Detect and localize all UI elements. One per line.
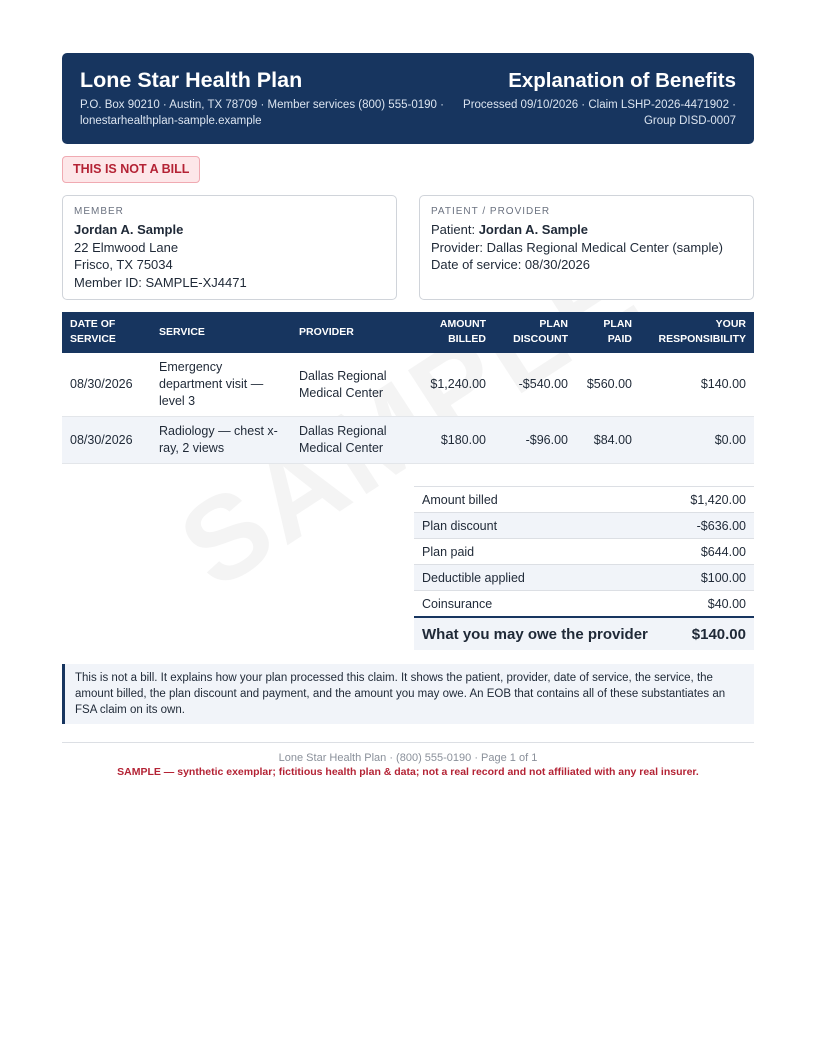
amount-owed-label: What you may owe the provider xyxy=(414,617,676,650)
row-responsibility: $140.00 xyxy=(640,353,754,417)
summary-label: Plan paid xyxy=(414,539,676,565)
patient-line: Patient: Jordan A. Sample xyxy=(431,222,589,237)
provider-line: Provider: Dallas Regional Medical Center (sample) xyxy=(431,239,723,255)
member-city: Frisco, TX 75034 xyxy=(74,257,173,272)
amount-owed-row xyxy=(414,617,754,650)
row-provider: Dallas Regional Medical Center xyxy=(291,353,407,417)
table-row xyxy=(62,417,754,464)
row-paid: $560.00 xyxy=(576,353,640,417)
row-discount: -$540.00 xyxy=(494,353,576,417)
summary-row xyxy=(414,591,754,618)
member-card xyxy=(62,195,397,300)
col-plan-discount: PLAN DISCOUNT xyxy=(494,312,576,353)
summary-row xyxy=(414,513,754,539)
row-date: 08/30/2026 xyxy=(62,353,151,417)
footer-line: Lone Star Health Plan · (800) 555-0190 · Page 1 of 1 xyxy=(278,752,538,764)
col-plan-paid: PLAN PAID xyxy=(576,312,640,353)
plan-name: Lone Star Health Plan xyxy=(80,68,303,92)
row-responsibility: $0.00 xyxy=(640,417,754,464)
summary-row xyxy=(414,487,754,513)
row-date: 08/30/2026 xyxy=(62,417,151,464)
explanation-note: This is not a bill. It explains how your plan processed this claim. It shows the patient, provider, date of service, the service, the amount billed, the plan discount and payment, and the amount you may owe. An EOB that contains all of these substantiates an FSA claim on its own. xyxy=(62,664,754,724)
summary-value: -$636.00 xyxy=(676,513,754,539)
col-amount-billed: AMOUNT BILLED xyxy=(407,312,494,353)
plan-address: P.O. Box 90210 · Austin, TX 78709 · Member services (800) 555-0190 · lonestarhealthplan-sample.example xyxy=(80,99,444,127)
col-date-of-service: DATE OF SERVICE xyxy=(62,312,151,353)
summary-value: $40.00 xyxy=(676,591,754,618)
claim-meta: Processed 09/10/2026 · Claim LSHP-2026-4471902 · Group DISD-0007 xyxy=(463,99,736,127)
summary-value: $644.00 xyxy=(676,539,754,565)
services-table xyxy=(62,312,754,464)
summary-label: Plan discount xyxy=(414,513,676,539)
patient-provider-label: PATIENT / PROVIDER xyxy=(431,206,551,217)
member-id: Member ID: SAMPLE-XJ4471 xyxy=(74,274,247,290)
member-card-label: MEMBER xyxy=(74,206,124,217)
summary-label: Coinsurance xyxy=(414,591,676,618)
eob-header xyxy=(62,53,754,144)
row-discount: -$96.00 xyxy=(494,417,576,464)
row-paid: $84.00 xyxy=(576,417,640,464)
services-header-row xyxy=(62,312,754,353)
summary-label: Deductible applied xyxy=(414,565,676,591)
not-a-bill-badge: THIS IS NOT A BILL xyxy=(62,156,200,183)
summary-row xyxy=(414,539,754,565)
row-billed: $180.00 xyxy=(407,417,494,464)
date-of-service-line: Date of service: 08/30/2026 xyxy=(431,257,590,272)
member-name: Jordan A. Sample xyxy=(74,222,184,237)
summary-label: Amount billed xyxy=(414,487,676,513)
footer-divider xyxy=(62,742,754,743)
row-service: Emergency department visit — level 3 xyxy=(151,353,291,417)
col-provider: PROVIDER xyxy=(291,312,407,353)
col-service: SERVICE xyxy=(151,312,291,353)
document-title: Explanation of Benefits xyxy=(508,69,736,92)
sample-disclaimer: SAMPLE — synthetic exemplar; fictitious health plan & data; not a real record and not affiliated with any real insurer. xyxy=(117,766,699,778)
summary-value: $100.00 xyxy=(676,565,754,591)
table-row xyxy=(62,353,754,417)
amount-owed-value: $140.00 xyxy=(676,617,754,650)
summary-row xyxy=(414,565,754,591)
row-provider: Dallas Regional Medical Center xyxy=(291,417,407,464)
summary-table xyxy=(414,486,754,650)
summary-value: $1,420.00 xyxy=(676,487,754,513)
patient-provider-card xyxy=(419,195,754,300)
member-street: 22 Elmwood Lane xyxy=(74,239,179,255)
col-your-responsibility: YOUR RESPONSIBILITY xyxy=(640,312,754,353)
row-billed: $1,240.00 xyxy=(407,353,494,417)
row-service: Radiology — chest x-ray, 2 views xyxy=(151,417,291,464)
